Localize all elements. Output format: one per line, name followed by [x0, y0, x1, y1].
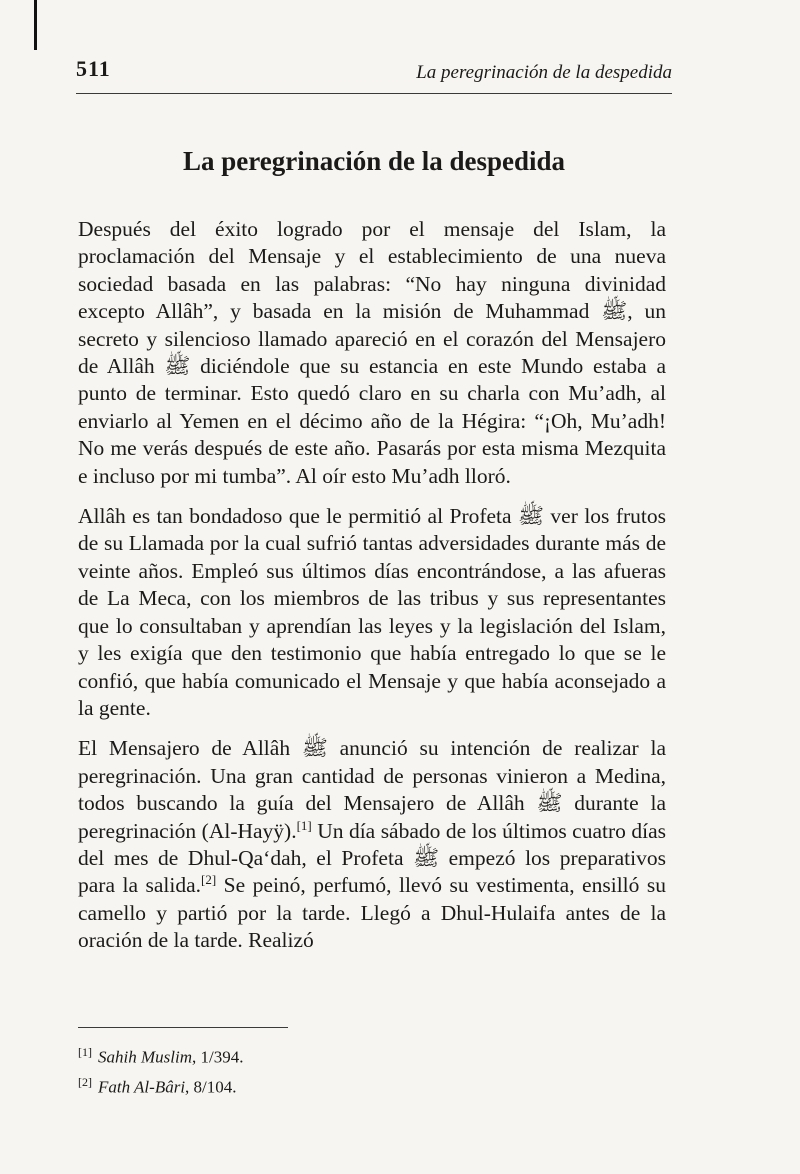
footnote-reference: , 8/104.: [185, 1077, 237, 1097]
body-text: [78, 216, 666, 968]
header-rule: [76, 93, 672, 94]
footnote-ref-1[interactable]: [1]: [296, 817, 312, 833]
chapter-title: La peregrinación de la despedida: [182, 146, 566, 176]
footnote-source: Sahih Muslim: [98, 1047, 192, 1067]
footnotes: [78, 1040, 666, 1099]
footnote-ref-2[interactable]: [2]: [201, 872, 217, 888]
footnote-rule: [78, 1027, 288, 1028]
footnote-1: [78, 1040, 666, 1070]
paragraph-3-part-1: El Mensajero de Allâh ﷺ anunció su intención de realizar la peregrinación. Una gran cantidad de personas vinieron a Medina, todos buscando la guía del Mensajero de Allâh ﷺ durante la peregrinación (Al-Hayÿ).: [78, 736, 666, 843]
page-number: 511: [76, 56, 111, 81]
footnote-2: [78, 1070, 666, 1100]
paragraph-3: [78, 735, 666, 954]
paragraph-2: Allâh es tan bondadoso que le permitió al Profeta ﷺ ver los frutos de su Llamada por la cual sufrió tantas adversidades durante más de veinte años. Empleó sus últimos días encontrándose, a las afueras de La Meca, con los miembros de las tribus y sus representantes que lo consultaban y aprendían las leyes y la legislación del Islam, y les exigía que den testimonio que había entregado lo que se le confió, que había comunicado el Mensaje y que había aconsejado a la gente.: [78, 504, 667, 720]
binding-mark: [34, 0, 37, 50]
footnote-source: Fath Al-Bâri: [98, 1077, 186, 1097]
footnote-reference: , 1/394.: [191, 1047, 244, 1067]
paragraph-3-part-2: Un día sábado de los últimos cuatro días del mes de Dhul-Qa‘dah, el Profeta ﷺ empezó los preparativos para la salida.: [78, 818, 666, 898]
paragraph-3-part-3: Se peinó, perfumó, llevó su vestimenta, ensilló su camello y partió por la tarde. Llegó a Dhul-Hulaifa antes de la oración de la tarde. Realizó: [78, 873, 666, 953]
paragraph-1: Después del éxito logrado por el mensaje del Islam, la proclamación del Mensaje y el establecimiento de una nueva sociedad basada en las palabras: “No hay ninguna divinidad excepto Allâh”, y basada en la misión de Muhammad ﷺ, un secreto y silencioso llamado apareció en el corazón del Mensajero de Allâh ﷺ diciéndole que su estancia en este Mundo estaba a punto de terminar. Esto quedó claro en su charla con Mu’adh, al enviarlo al Yemen en el décimo año de la Hégira: “¡Oh, Mu’adh! No me verás después de este año. Pasarás por esta misma Mezquita e incluso por mi tumba”. Al oír esto Mu’adh lloró.: [78, 217, 667, 488]
footnote-mark: [2]: [78, 1074, 92, 1089]
running-title: La peregrinación de la despedida: [416, 62, 672, 83]
footnote-mark: [1]: [78, 1045, 92, 1059]
page-header: [76, 52, 672, 94]
